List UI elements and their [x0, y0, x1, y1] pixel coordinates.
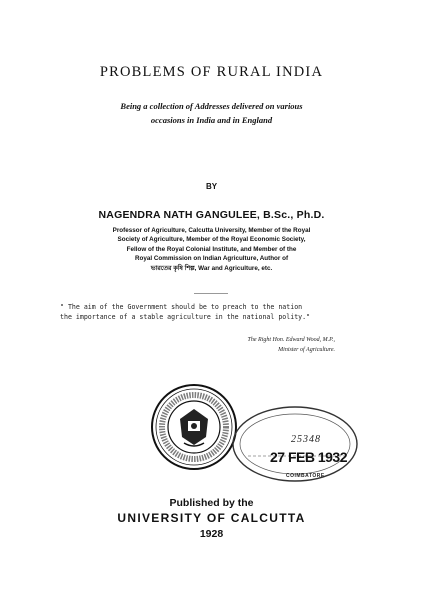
credential-line: Fellow of the Royal Colonial Institute, and Member of the	[126, 245, 297, 253]
credential-line: Professor of Agriculture, Calcutta University, Member of the Royal	[112, 227, 311, 234]
subtitle-line: occasions in India and in England	[150, 115, 273, 125]
stamp-date: 27 FEB 1932	[270, 449, 347, 465]
quote-attribution-title: Minister of Agriculture.	[278, 347, 335, 353]
quote-line: " The aim of the Government should be to preach to the nation	[60, 303, 303, 311]
publisher-name: UNIVERSITY OF CALCUTTA	[117, 511, 306, 525]
by-label: BY	[205, 182, 218, 191]
university-seal-image	[150, 383, 238, 471]
divider	[194, 293, 228, 294]
author-name: NAGENDRA NATH GANGULEE, B.Sc., Ph.D.	[98, 209, 325, 221]
credential-line: Royal Commission on Indian Agriculture, Author of	[134, 255, 289, 263]
epigraph-quote	[60, 303, 360, 322]
quote-line: the importance of a stable agriculture in the national polity."	[60, 312, 311, 321]
credential-line: ভারতের কৃষি শিল্প, War and Agriculture, etc.	[150, 264, 273, 272]
stamp-accession-number: 25348	[291, 434, 321, 445]
book-title: PROBLEMS OF RURAL INDIA	[99, 64, 324, 80]
stamp-place: COIMBATORE	[286, 473, 325, 479]
book-subtitle	[0, 99, 423, 127]
quote-attribution: The Right Hon. Edward Wood, M.P.,	[247, 337, 335, 343]
subtitle-line: Being a collection of Addresses delivered on various	[120, 101, 303, 111]
published-by-label: Published by the	[169, 497, 254, 509]
author-credentials	[0, 226, 423, 273]
credential-line: Society of Agriculture, Member of the Royal Economic Society,	[117, 236, 306, 244]
publication-year: 1928	[199, 528, 224, 540]
